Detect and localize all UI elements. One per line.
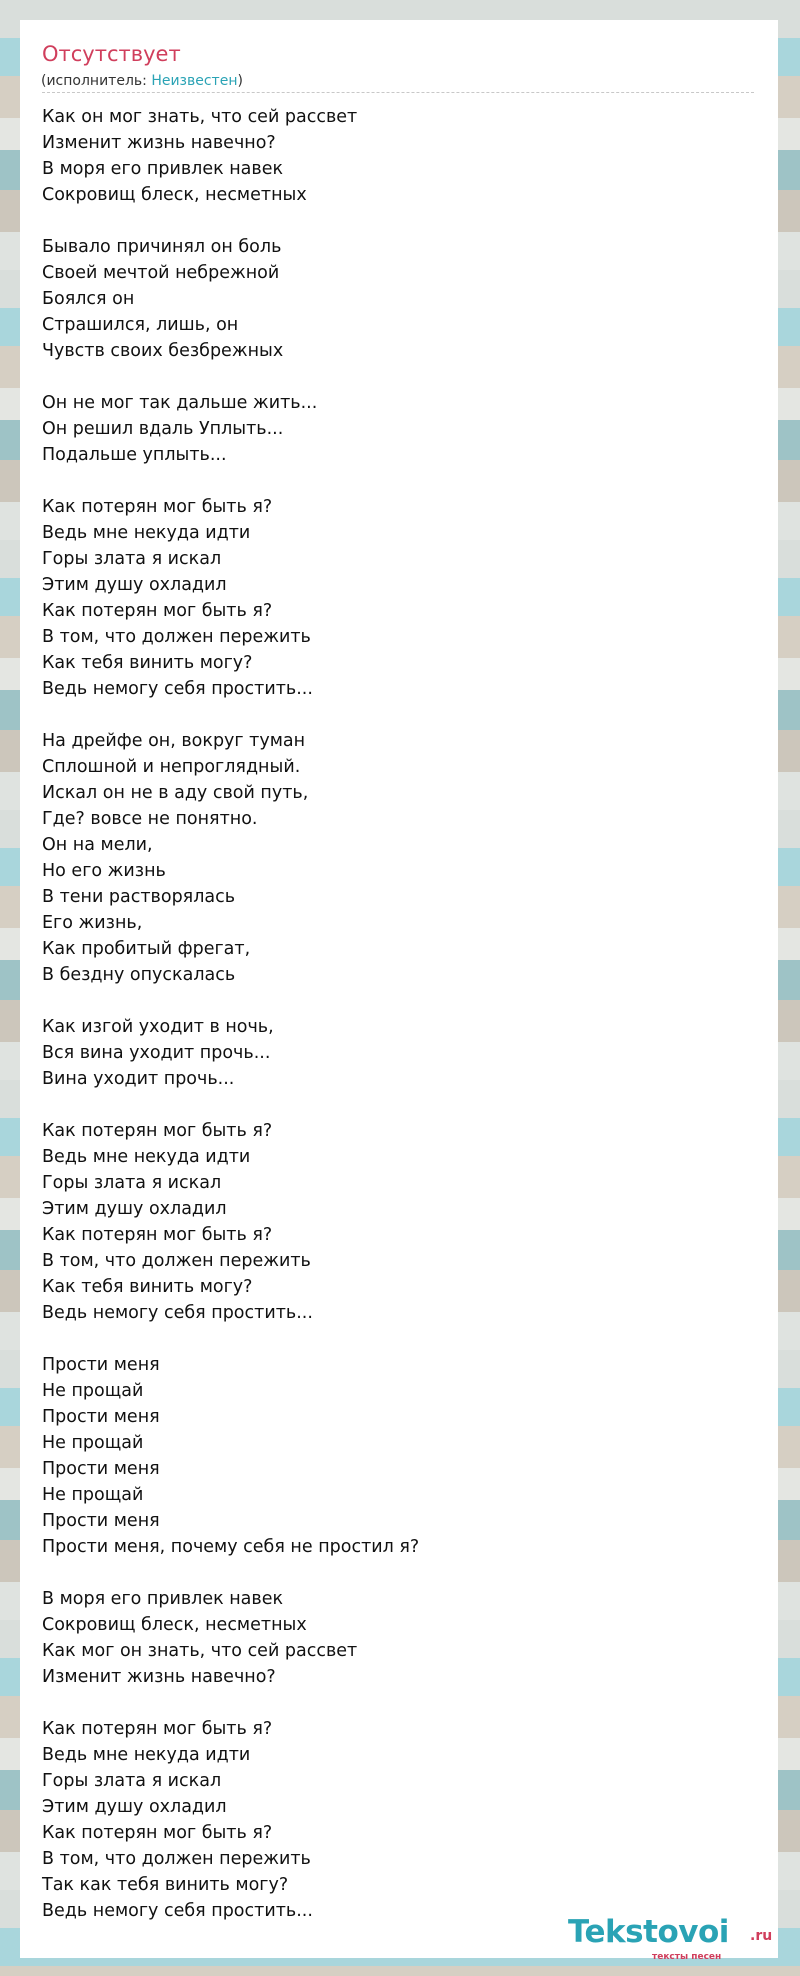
stanza-gap [42,1560,419,1586]
lyric-line: Не прощай [42,1433,144,1453]
lyric-line: Изменит жизнь навечно? [42,1667,276,1687]
lyric-line: Как потерян мог быть я? [42,497,273,517]
lyric-line: В том, что должен пережить [42,1849,311,1869]
lyric-line: Он решил вдаль Уплыть... [42,419,284,439]
lyric-line: Не прощай [42,1485,144,1505]
lyric-line: Бывало причинял он боль [42,237,282,257]
performer-line [41,73,243,89]
lyric-line: Ведь немогу себя простить... [42,1303,313,1323]
lyric-line: Прости меня, почему себя не простил я? [42,1537,420,1557]
performer-link[interactable]: Неизвестен [151,73,238,89]
lyric-line: Как он мог знать, что сей рассвет [42,107,358,127]
lyric-line: Он на мели, [42,835,153,855]
lyric-line: Его жизнь, [42,913,143,933]
lyric-line: В том, что должен пережить [42,627,311,647]
lyric-line: Сплошной и непроглядный. [42,757,301,777]
logo-tagline: тексты песен [652,1952,722,1962]
lyric-line: Подальше уплыть... [42,445,227,465]
lyric-line: Так как тебя винить могу? [42,1875,289,1895]
lyric-line: Страшился, лишь, он [42,315,239,335]
lyric-line: Ведь немогу себя простить... [42,679,313,699]
lyric-line: Этим душу охладил [42,1797,227,1817]
lyric-line: Как тебя винить могу? [42,653,253,673]
lyric-line: В том, что должен пережить [42,1251,311,1271]
lyric-line: Как мог он знать, что сей рассвет [42,1641,358,1661]
lyric-line: Как потерян мог быть я? [42,1121,273,1141]
logo-tld: .ru [750,1928,773,1944]
lyric-line: Прости меня [42,1459,160,1479]
lyric-line: Где? вовсе не понятно. [42,809,258,829]
lyric-line: Прости меня [42,1355,160,1375]
lyric-line: В тени растворялась [42,887,236,907]
lyric-line: В моря его привлек навек [42,159,284,179]
lyric-line: Как пробитый фрегат, [42,939,251,959]
lyric-line: Как потерян мог быть я? [42,1225,273,1245]
stanza-gap [42,1092,419,1118]
stanza-gap [42,1690,419,1716]
lyric-line: Этим душу охладил [42,1199,227,1219]
lyric-line: Как потерян мог быть я? [42,1823,273,1843]
lyric-line: Ведь немогу себя простить... [42,1901,313,1921]
lyric-line: Он не мог так дальше жить... [42,393,318,413]
lyric-line: Как изгой уходит в ночь, [42,1017,274,1037]
lyrics-card [20,20,778,1962]
stanza-gap [42,208,419,234]
lyric-line: Чувств своих безбрежных [42,341,284,361]
lyric-line: Искал он не в аду свой путь, [42,783,309,803]
lyric-line: Сокровищ блеск, несметных [42,185,307,205]
lyrics-text [42,104,419,1924]
lyric-line: Ведь мне некуда идти [42,523,251,543]
lyric-line: Прости меня [42,1511,160,1531]
lyric-line: Вся вина уходит прочь... [42,1043,271,1063]
lyric-line: В бездну опускалась [42,965,236,985]
logo-wordmark: Tekstovoi [568,1914,729,1950]
lyric-line: Вина уходит прочь... [42,1069,235,1089]
stanza-gap [42,468,419,494]
lyric-line: Как потерян мог быть я? [42,601,273,621]
lyric-line: На дрейфе он, вокруг туман [42,731,306,751]
lyric-line: Как потерян мог быть я? [42,1719,273,1739]
stanza-gap [42,988,419,1014]
song-title: Отсутствует [42,42,181,66]
stanza-gap [42,1326,419,1352]
stanza-gap [42,364,419,390]
lyric-line: Ведь мне некуда идти [42,1147,251,1167]
lyric-line: Изменит жизнь навечно? [42,133,276,153]
lyric-line: Но его жизнь [42,861,166,881]
divider [42,92,754,93]
lyric-line: В моря его привлек навек [42,1589,284,1609]
lyric-line: Как тебя винить могу? [42,1277,253,1297]
lyric-line: Горы злата я искал [42,1173,222,1193]
lyric-line: Боялся он [42,289,135,309]
stanza-gap [42,702,419,728]
lyric-line: Горы злата я искал [42,1771,222,1791]
performer-suffix: ) [237,73,243,89]
lyric-line: Не прощай [42,1381,144,1401]
site-logo[interactable] [568,1914,773,1962]
lyric-line: Горы злата я искал [42,549,222,569]
performer-prefix: (исполнитель: [41,73,152,89]
lyric-line: Ведь мне некуда идти [42,1745,251,1765]
lyric-line: Своей мечтой небрежной [42,263,280,283]
lyric-line: Сокровищ блеск, несметных [42,1615,307,1635]
lyric-line: Этим душу охладил [42,575,227,595]
lyric-line: Прости меня [42,1407,160,1427]
